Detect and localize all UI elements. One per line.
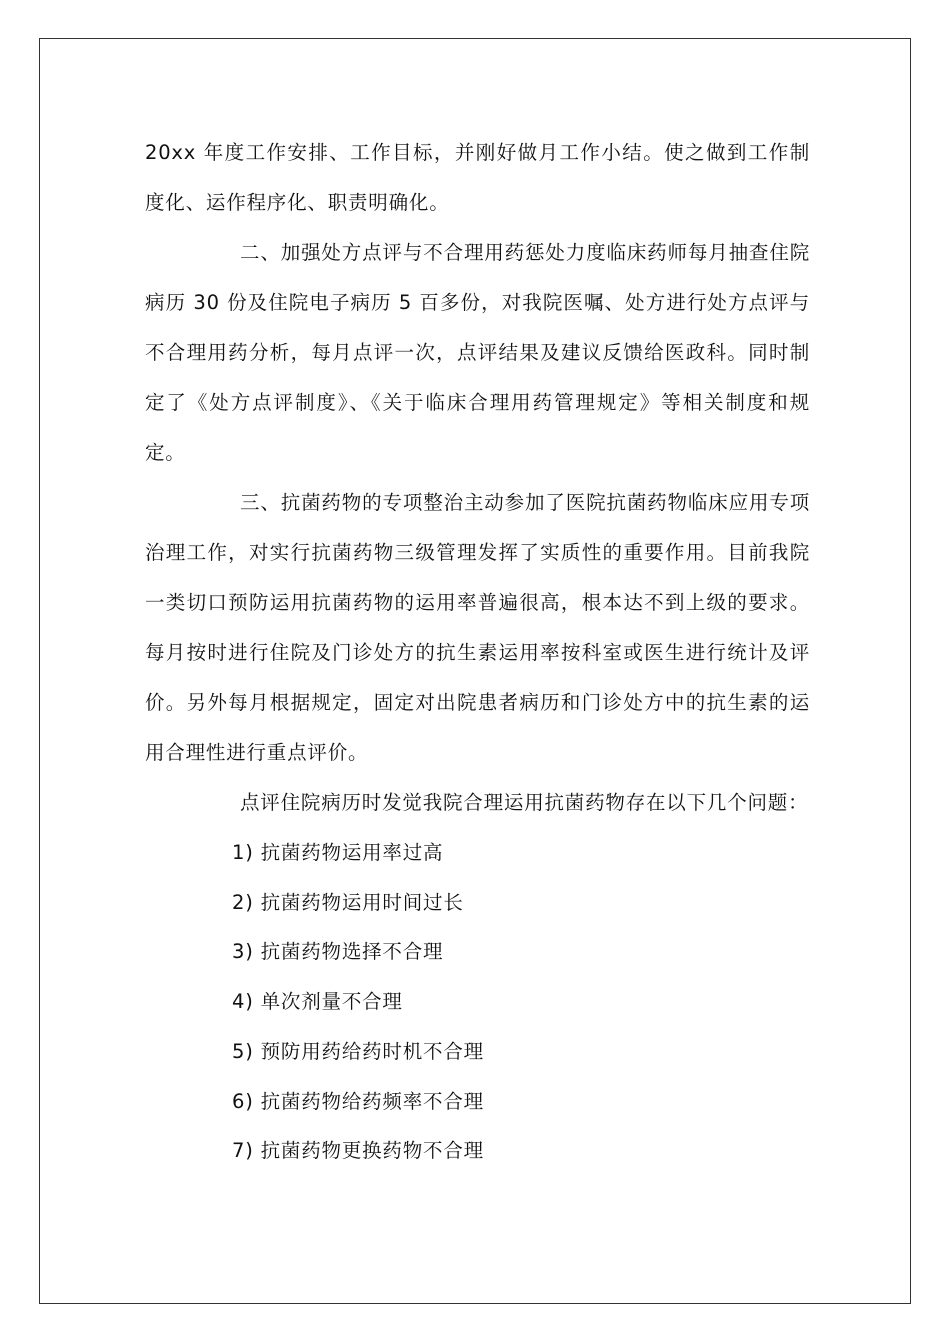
- list-item: 2) 抗菌药物运用时间过长: [232, 890, 464, 914]
- list-item: 3) 抗菌药物选择不合理: [232, 940, 444, 964]
- paragraph-antibacterial-campaign: 三、抗菌药物的专项整治主动参加了医院抗菌药物临床应用专项治理工作，对实行抗菌药物三级管理发挥了实质性的重要作用。目前我院一类切口预防运用抗菌药物的运用率普遍很高，根本达不到上级的要求。每月按时进行住院及门诊处方的抗生素运用率按科室或医生进行统计及评价。另外每月根据规定，固定对出院患者病历和门诊处方中的抗生素的运用合理性进行重点评价。: [145, 491, 810, 764]
- paragraph-work-plan: 20xx 年度工作安排、工作目标，并刚好做月工作小结。使之做到工作制度化、运作程序化、职责明确化。: [145, 141, 810, 214]
- paragraph-prescription-review: 二、加强处方点评与不合理用药惩处力度临床药师每月抽查住院病历 30 份及住院电子病历 5 百多份，对我院医嘱、处方进行处方点评与不合理用药分析，每月点评一次，点评结果及建议反馈给医政科。同时制定了《处方点评制度》、《关于临床合理用药管理规定》等相关制度和规定。: [145, 241, 810, 464]
- list-item: 5) 预防用药给药时机不合理: [232, 1039, 484, 1063]
- list-item: 1) 抗菌药物运用率过高: [232, 841, 444, 864]
- paragraph-problems-intro: 点评住院病历时发觉我院合理运用抗菌药物存在以下几个问题：: [240, 791, 809, 814]
- document-body: [145, 128, 810, 1176]
- list-item: 4) 单次剂量不合理: [232, 990, 403, 1014]
- list-item: 7) 抗菌药物更换药物不合理: [232, 1139, 484, 1163]
- list-item: 6) 抗菌药物给药频率不合理: [232, 1089, 484, 1113]
- problem-list: [232, 828, 810, 1176]
